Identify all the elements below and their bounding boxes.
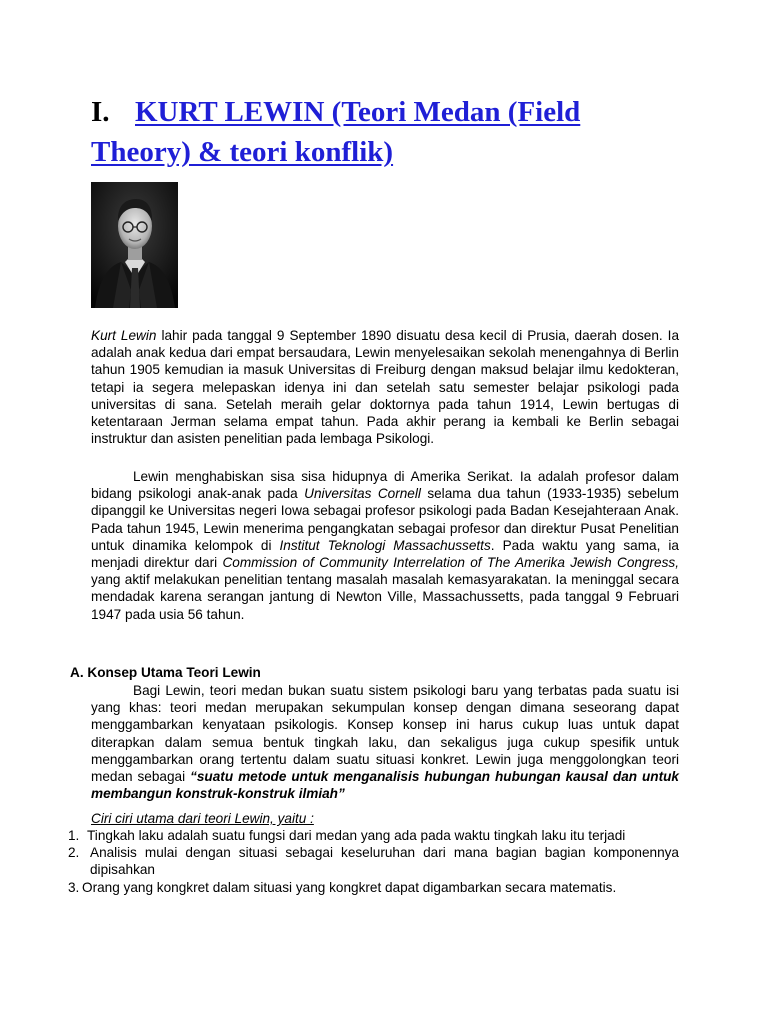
list-item xyxy=(68,844,679,878)
para2-text-1: Lewin menghabiskan sisa sisa hidupnya di Amerika Serikat. Ia adalah profesor dalam bidang psikologi anak-anak pada xyxy=(91,469,679,502)
heading-title-line1: KURT LEWIN (Teori Medan (Field xyxy=(135,96,581,128)
ciri-list xyxy=(68,827,679,896)
para2-text-4: yang aktif melakukan penelitian tentang masalah masalah kemasyarakatan. Ia meninggal secara mendadak karena serangan jantung di Newton Ville, Massachussetts, pada tanggal 9 Februari 1947 pada usia 56 tahun. xyxy=(91,572,679,622)
para2-commission: Commission of Community Interrelation of The Amerika Jewish Congress, xyxy=(222,555,679,571)
section-a-title: A. Konsep Utama Teori Lewin xyxy=(70,665,261,680)
list-item-number: 1. xyxy=(68,828,80,843)
portrait-image xyxy=(91,182,178,308)
heading-title-line2: Theory) & teori konflik) xyxy=(91,136,394,168)
biography-paragraph-1 xyxy=(91,327,679,447)
ciri-heading: Ciri ciri utama dari teori Lewin, yaitu : xyxy=(91,811,314,826)
section-a-paragraph xyxy=(91,682,679,802)
name-kurt-lewin: Kurt Lewin xyxy=(91,328,157,343)
document-heading xyxy=(91,92,651,172)
biography-paragraph-2 xyxy=(91,468,679,623)
list-item xyxy=(68,879,679,896)
list-item-number: 2. xyxy=(68,845,80,861)
heading-title-link[interactable] xyxy=(91,96,580,168)
para2-text-3: . Pada waktu yang sama, ia menjadi direktur dari xyxy=(91,537,679,571)
list-item-text: Tingkah laku adalah suatu fungsi dari medan yang ada pada waktu tingkah laku itu terjadi xyxy=(87,828,626,843)
list-item-number: 3. xyxy=(68,879,80,895)
para2-mit: Institut Teknologi Massachussetts xyxy=(279,537,491,553)
para2-cornell: Universitas Cornell xyxy=(304,486,421,502)
list-item-text: Orang yang kongkret dalam situasi yang kongkret dapat digambarkan secara matematis. xyxy=(82,879,617,895)
section-a-text: Bagi Lewin, teori medan bukan suatu sistem psikologi baru yang terbatas pada suatu isi yang khas: teori medan merupakan sekumpulan konsep dengan dimana seseorang dapat menggambarkan kenyataan psikologis. Konsep konsep ini harus cukup luas untuk dapat diterapkan dalam semua bentuk tingkah laku, dan sekaligus juga cukup spesifik untuk menggambarkan orang tertentu dalam suatu situasi konkret. Lewin juga menggolongkan teori medan sebagai xyxy=(91,683,679,785)
list-item-text: Analisis mulai dengan situasi sebagai keseluruhan dari mana bagian bagian komponennya dipisahkan xyxy=(90,845,679,878)
para2-text-2: selama dua tahun (1933-1935) sebelum dipanggil ke Universitas negeri Iowa sebagai profesor psikologi pada Badan Kesejahteraan Anak. Pada tahun 1945, Lewin menerima pengangkatan sebagai profesor dan direktur Pusat Penelitian untuk dinamika kelompok di xyxy=(91,486,679,553)
heading-numeral: I. xyxy=(91,96,110,128)
kurt-lewin-portrait xyxy=(91,182,178,308)
list-item xyxy=(68,827,679,844)
section-a-quote: “suatu metode untuk menganalisis hubungan hubungan kausal dan untuk membangun konstruk-konstruk ilmiah” xyxy=(91,769,679,802)
para1-text: lahir pada tanggal 9 September 1890 disuatu desa kecil di Prusia, daerah dosen. Ia adalah anak kedua dari empat bersaudara, Lewin menyelesaikan sekolah menengahnya di Berlin tahun 1905 kemudian ia masuk Universitas di Freiburg dengan maksud belajar ilmu kedokteran, tetapi ia segera melepaskan idenya ini dan setelah satu semester belajar psikologi pada universitas di sana. Setelah meraih gelar doktornya pada tahun 1914, Lewin bertugas di ketentaraan Jerman selama empat tahun. Pada akhir perang ia kembali ke Berlin sebagai instruktur dan asisten penelitian pada lembaga Psikologi. xyxy=(91,328,679,447)
